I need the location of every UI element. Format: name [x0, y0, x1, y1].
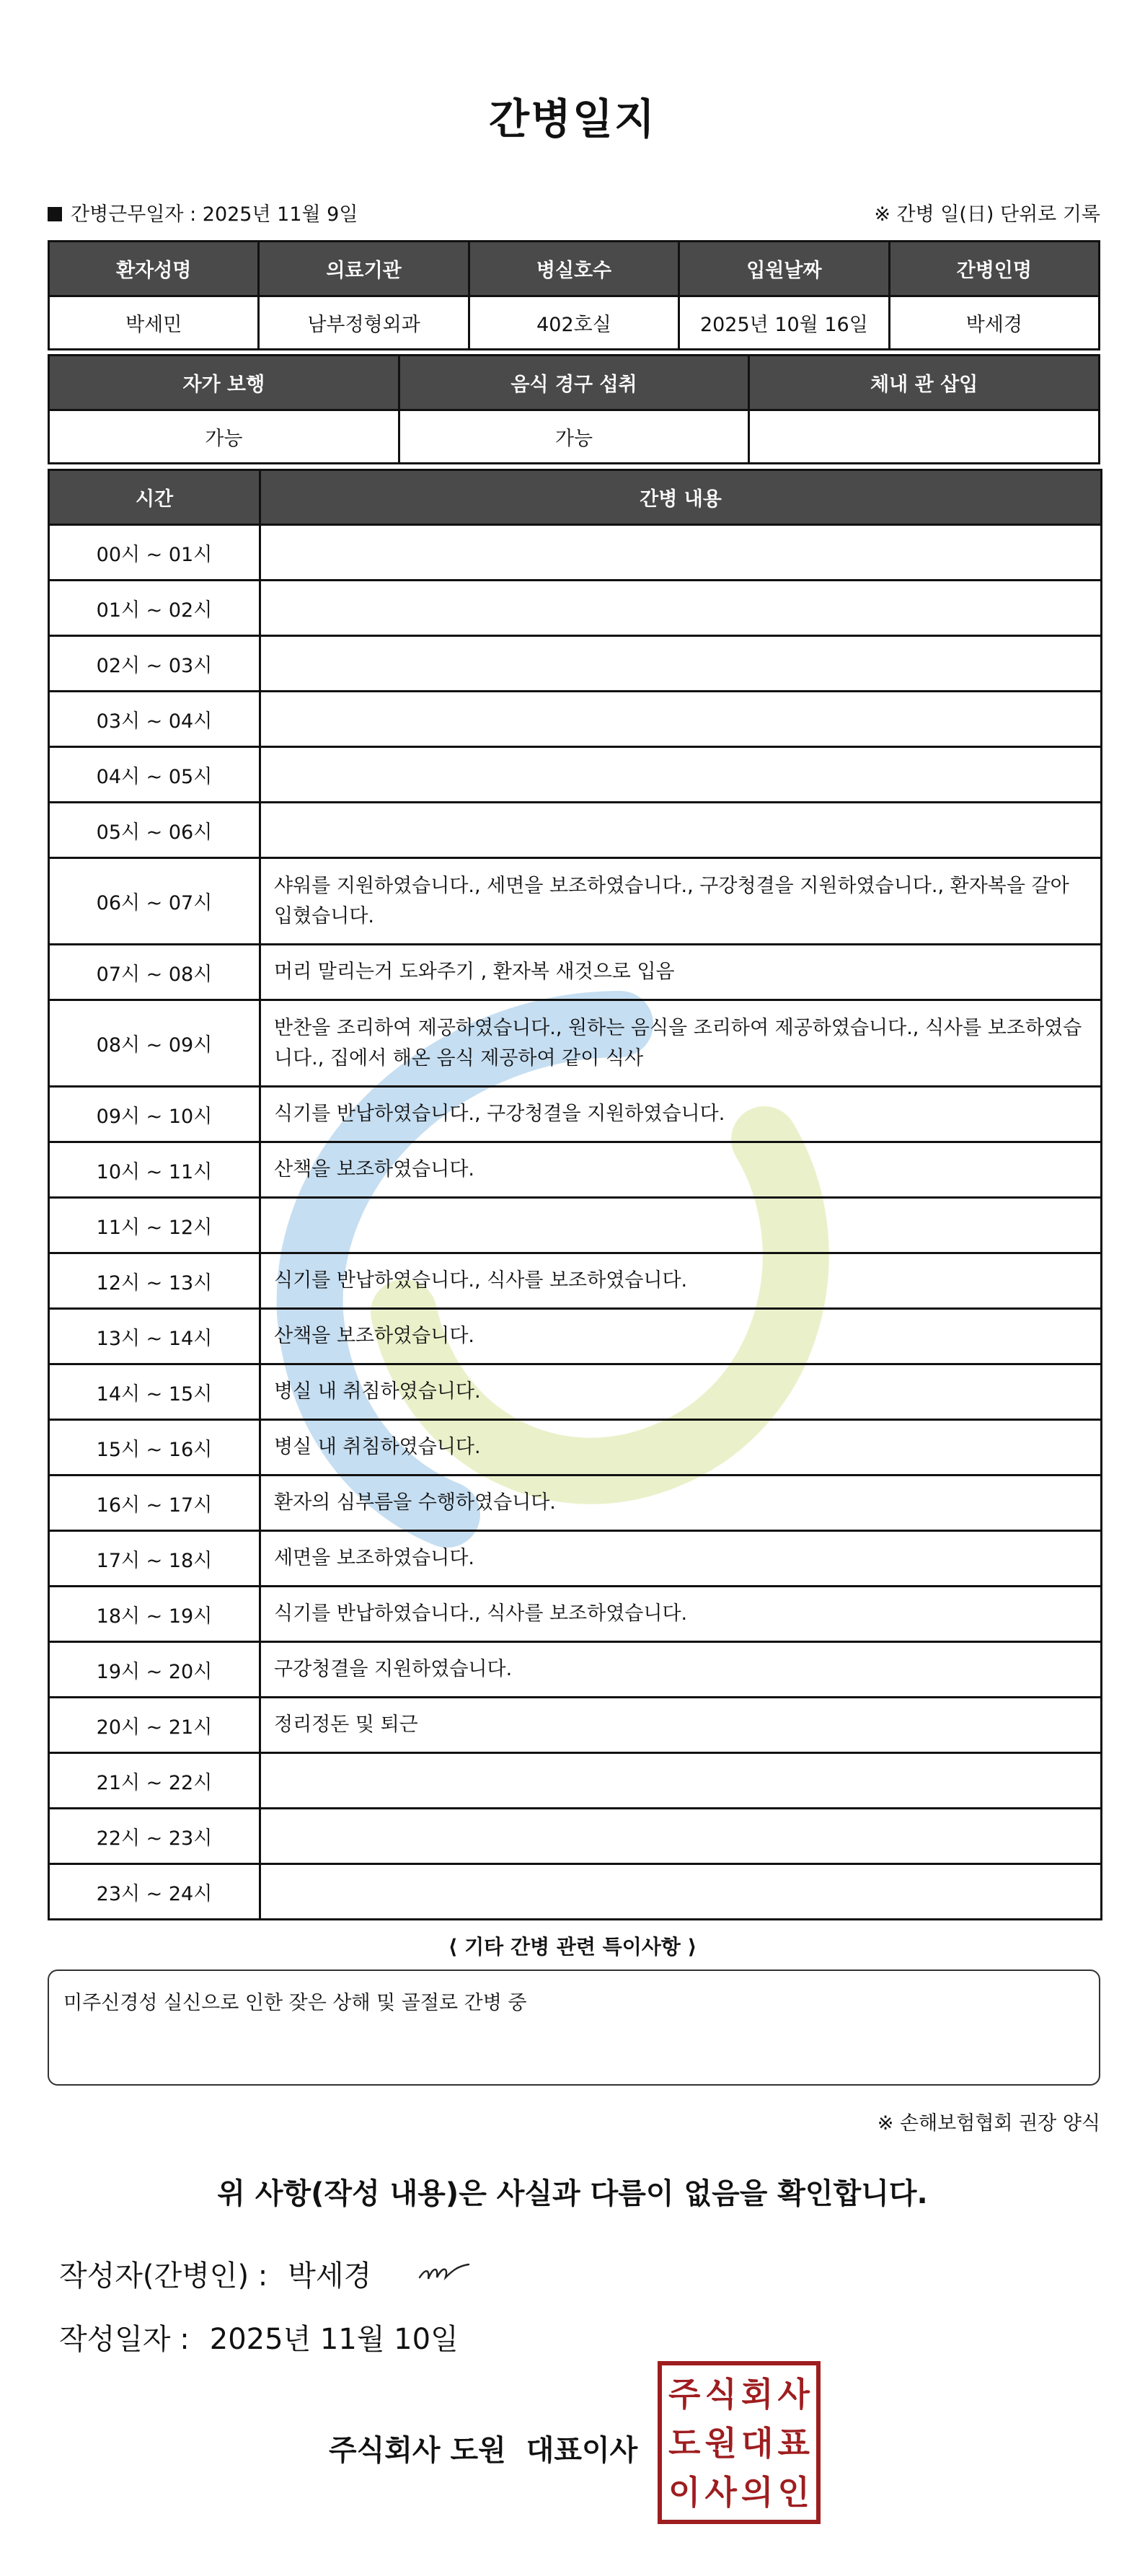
handwritten-signature [417, 2256, 474, 2288]
log-row [49, 636, 1102, 692]
header-time: 시간 [49, 470, 260, 525]
log-content [260, 1753, 1102, 1809]
log-time: 06시 ~ 07시 [49, 858, 260, 945]
log-content: 산책을 보조하였습니다. [260, 1309, 1102, 1364]
log-time: 14시 ~ 15시 [49, 1364, 260, 1420]
log-content [260, 1864, 1102, 1920]
header-caregiver: 간병인명 [889, 242, 1099, 296]
log-content: 식기를 반납하였습니다., 식사를 보조하였습니다. [260, 1253, 1102, 1309]
log-row [49, 1142, 1102, 1198]
log-content [260, 636, 1102, 692]
recommend-note: ※ 손해보험협회 권장 양식 [877, 2112, 1100, 2135]
admission-date: 2025년 10월 16일 [679, 296, 889, 350]
remark-box: 미주신경성 실신으로 인한 잦은 상해 및 골절로 간병 중 [48, 1970, 1100, 2086]
written-date-label: 작성일자 : [59, 2323, 190, 2356]
header-oral-intake: 음식 경구 섭취 [399, 356, 749, 410]
hospital: 남부정형외과 [259, 296, 469, 350]
log-content [260, 803, 1102, 858]
patient-value-row [49, 296, 1100, 350]
company-name: 주식회사 도원 [329, 2434, 506, 2467]
log-time: 19시 ~ 20시 [49, 1642, 260, 1698]
written-date-line [59, 2316, 459, 2357]
log-time: 16시 ~ 17시 [49, 1476, 260, 1531]
writer-label: 작성자(간병인) : [59, 2259, 268, 2293]
company-line [329, 2427, 637, 2469]
log-row [49, 1420, 1102, 1476]
patient-info-table [48, 240, 1100, 350]
log-content: 샤워를 지원하였습니다., 세면을 보조하였습니다., 구강청결을 지원하였습니다., 환자복을 갈아입혔습니다. [260, 858, 1102, 945]
square-bullet-icon [48, 207, 62, 221]
log-row [49, 1253, 1102, 1309]
log-row [49, 1531, 1102, 1587]
log-time: 12시 ~ 13시 [49, 1253, 260, 1309]
log-time: 11시 ~ 12시 [49, 1198, 260, 1253]
log-row [49, 1587, 1102, 1642]
log-time: 22시 ~ 23시 [49, 1809, 260, 1864]
header-room: 병실호수 [469, 242, 678, 296]
header-patient-name: 환자성명 [49, 242, 259, 296]
work-date-value: 2025년 11월 9일 [202, 203, 358, 226]
log-row [49, 803, 1102, 858]
log-time: 07시 ~ 08시 [49, 945, 260, 1000]
care-log-table [48, 469, 1102, 1920]
page-title: 간병일지 [488, 94, 657, 144]
log-time: 02시 ~ 03시 [49, 636, 260, 692]
log-row [49, 1000, 1102, 1087]
confirm-statement: 위 사항(작성 내용)은 사실과 다름이 없음을 확인합니다. [217, 2177, 928, 2210]
log-row [49, 1753, 1102, 1809]
log-row [49, 1087, 1102, 1142]
meta-row [48, 198, 1100, 227]
log-content: 병실 내 취침하였습니다. [260, 1420, 1102, 1476]
log-row [49, 1809, 1102, 1864]
seal-char: 표 [777, 2424, 810, 2463]
log-time: 21시 ~ 22시 [49, 1753, 260, 1809]
patient-header-row [49, 242, 1100, 296]
log-content: 식기를 반납하였습니다., 구강청결을 지원하였습니다. [260, 1087, 1102, 1142]
seal-char: 사 [777, 2375, 810, 2414]
log-time: 08시 ~ 09시 [49, 1000, 260, 1087]
log-row [49, 1309, 1102, 1364]
log-time: 20시 ~ 21시 [49, 1698, 260, 1753]
log-time: 00시 ~ 01시 [49, 525, 260, 581]
log-content: 환자의 심부름을 수행하였습니다. [260, 1476, 1102, 1531]
log-content: 머리 말리는거 도와주기 , 환자복 새것으로 입음 [260, 945, 1102, 1000]
log-content [260, 525, 1102, 581]
seal-char: 의 [741, 2473, 774, 2512]
header-admission-date: 입원날짜 [679, 242, 889, 296]
log-content [260, 581, 1102, 636]
log-row [49, 858, 1102, 945]
log-time: 10시 ~ 11시 [49, 1142, 260, 1198]
seal-char: 이 [668, 2473, 701, 2512]
log-row [49, 945, 1102, 1000]
log-time: 09시 ~ 10시 [49, 1087, 260, 1142]
room-number: 402호실 [469, 296, 678, 350]
seal-char: 인 [777, 2473, 810, 2512]
seal-char: 주 [668, 2375, 701, 2414]
record-unit-note: ※ 간병 일(日) 단위로 기록 [874, 203, 1100, 226]
log-row [49, 1198, 1102, 1253]
log-row [49, 1476, 1102, 1531]
log-content [260, 692, 1102, 747]
oral-intake: 가능 [399, 410, 749, 464]
log-time: 15시 ~ 16시 [49, 1420, 260, 1476]
log-content [260, 1809, 1102, 1864]
log-row [49, 1642, 1102, 1698]
header-tube-insertion: 체내 관 삽입 [749, 356, 1100, 410]
company-seal [658, 2361, 821, 2524]
log-content: 구강청결을 지원하였습니다. [260, 1642, 1102, 1698]
log-time: 04시 ~ 05시 [49, 747, 260, 803]
work-date-label: 간병근무일자 [71, 203, 184, 226]
log-row [49, 525, 1102, 581]
seal-char: 대 [741, 2424, 774, 2463]
seal-char: 도 [668, 2424, 701, 2463]
seal-char: 사 [704, 2473, 737, 2512]
patient-status-table [48, 354, 1100, 464]
log-time: 17시 ~ 18시 [49, 1531, 260, 1587]
seal-characters [666, 2370, 812, 2515]
log-content: 병실 내 취침하였습니다. [260, 1364, 1102, 1420]
log-time: 23시 ~ 24시 [49, 1864, 260, 1920]
seal-char: 식 [704, 2375, 737, 2414]
writer-name: 박세경 [288, 2259, 372, 2293]
work-date-sep: : [183, 203, 203, 226]
log-time: 01시 ~ 02시 [49, 581, 260, 636]
log-content: 정리정돈 및 퇴근 [260, 1698, 1102, 1753]
header-hospital: 의료기관 [259, 242, 469, 296]
log-row [49, 1364, 1102, 1420]
log-time: 05시 ~ 06시 [49, 803, 260, 858]
work-date [48, 198, 358, 226]
log-content: 세면을 보조하였습니다. [260, 1531, 1102, 1587]
log-row [49, 1864, 1102, 1920]
log-time: 03시 ~ 04시 [49, 692, 260, 747]
log-row [49, 747, 1102, 803]
patient-name: 박세민 [49, 296, 259, 350]
log-row [49, 581, 1102, 636]
log-time: 18시 ~ 19시 [49, 1587, 260, 1642]
self-walking: 가능 [49, 410, 399, 464]
writer-line [59, 2253, 371, 2294]
written-date-value: 2025년 11월 10일 [209, 2323, 459, 2356]
tube-insertion [749, 410, 1100, 464]
etc-section-title: ⟨ 기타 간병 관련 특이사항 ⟩ [448, 1935, 697, 1959]
header-care-content: 간병 내용 [260, 470, 1102, 525]
log-row [49, 692, 1102, 747]
log-content: 반찬을 조리하여 제공하였습니다., 원하는 음식을 조리하여 제공하였습니다., 식사를 보조하였습니다., 집에서 해온 음식 제공하여 같이 식사 [260, 1000, 1102, 1087]
log-header-row [49, 470, 1102, 525]
log-content [260, 1198, 1102, 1253]
log-row [49, 1698, 1102, 1753]
status-value-row [49, 410, 1100, 464]
caregiver-name: 박세경 [889, 296, 1099, 350]
log-content: 산책을 보조하였습니다. [260, 1142, 1102, 1198]
seal-char: 원 [704, 2424, 737, 2463]
seal-char: 회 [741, 2375, 774, 2414]
log-content [260, 747, 1102, 803]
company-title: 대표이사 [526, 2434, 638, 2467]
status-header-row [49, 356, 1100, 410]
header-self-walking: 자가 보행 [49, 356, 399, 410]
log-content: 식기를 반납하였습니다., 식사를 보조하였습니다. [260, 1587, 1102, 1642]
log-time: 13시 ~ 14시 [49, 1309, 260, 1364]
